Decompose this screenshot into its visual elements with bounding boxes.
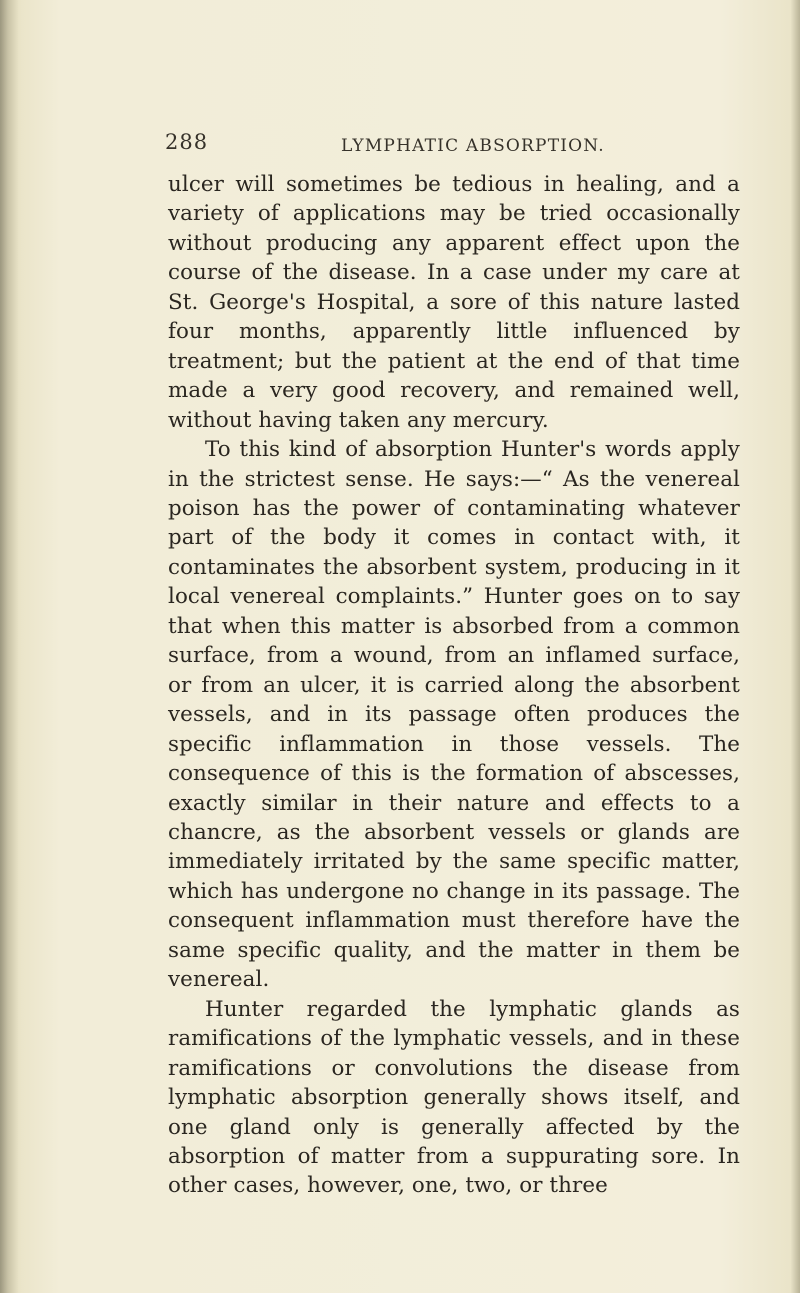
page-outer-edge <box>790 0 800 1293</box>
body-text <box>168 170 740 1201</box>
paragraph-3: Hunter regarded the lymphatic glands as ramifications of the lymphatic vessels, and in these ramifications or convolutions the disease from lymphatic absorption generally shows itself, and one gland only is generally affected by the absorption of matter from a suppurating sore. In other cases, however, one, two, or three <box>168 996 740 1199</box>
paragraph-2: To this kind of absorption Hunter's words apply in the strictest sense. He says:—“ As the venereal poison has the power of contaminating whatever part of the body it comes in contact with, it contaminates the absorbent system, producing in it local venereal complaints.” Hunter goes on to say that when this matter is absorbed from a common surface, from a wound, from an inflamed surface, or from an ulcer, it is carried along the absorbent vessels, and in its passage often produces the specific inflammation in those vessels. The consequence of this is the formation of abscesses, exactly similar in their nature and effects to a chancre, as the absorbent vessels or glands are immediately irritated by the same specific matter, which has undergone no change in its passage. The consequent inflammation must therefore have the same specific quality, and the matter in them be venereal. <box>168 437 740 993</box>
page-number: 288 <box>165 130 209 154</box>
page-binding-edge <box>0 0 18 1293</box>
paragraph-1: ulcer will sometimes be tedious in healing, and a variety of applications may be tried occasionally without producing any apparent effect upon the course of the disease. In a case under my care at St. George's Hospital, a sore of this nature lasted four months, apparently little influenced by treatment; but the patient at the end of that time made a very good recovery, and remained well, without having taken any mercury. <box>168 172 740 433</box>
running-head: LYMPHATIC ABSORPTION. <box>341 136 605 156</box>
page-header <box>165 130 745 164</box>
